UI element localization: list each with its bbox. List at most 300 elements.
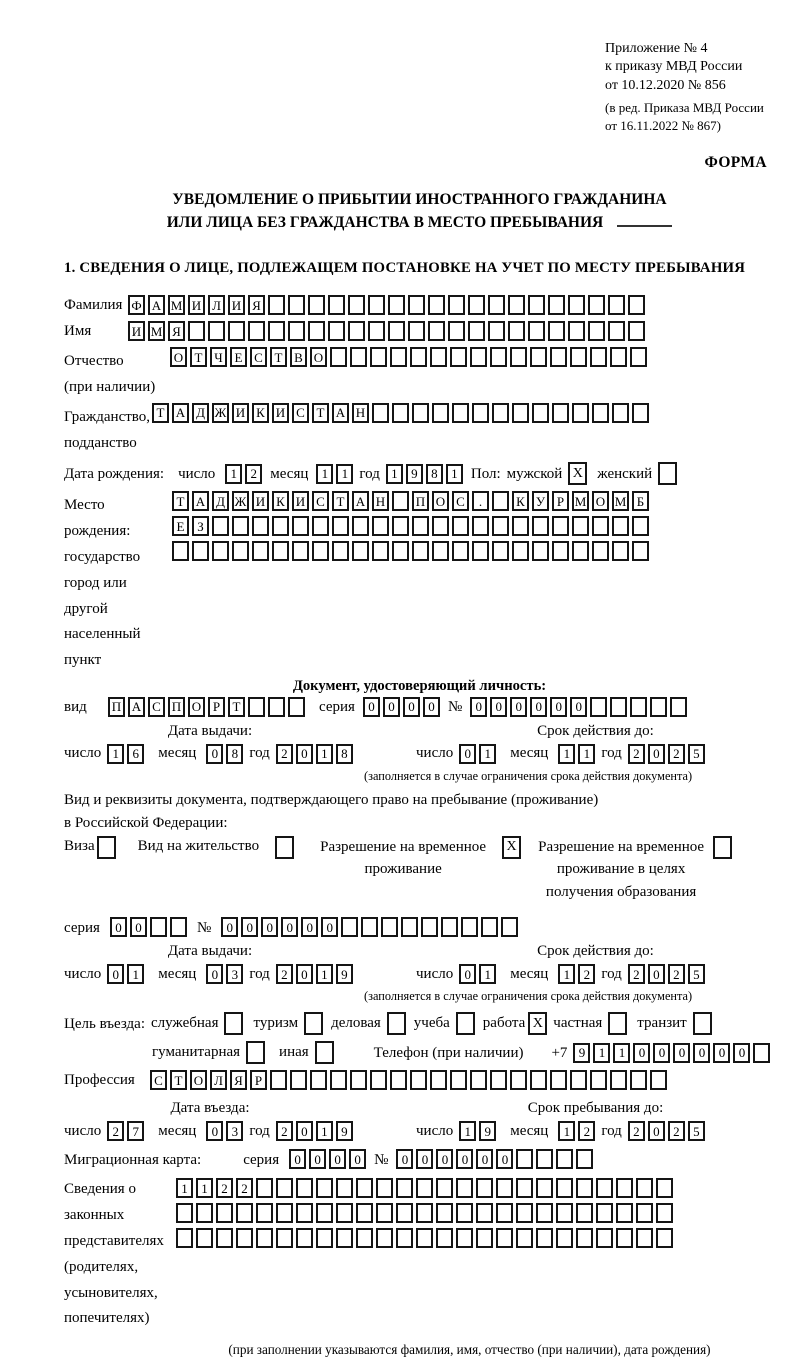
char-cell[interactable]: 0 <box>648 964 665 984</box>
char-cell[interactable]: 1 <box>558 1121 575 1141</box>
char-cell[interactable] <box>616 1203 633 1223</box>
char-cell[interactable]: 1 <box>316 964 333 984</box>
char-cell[interactable]: 0 <box>459 964 476 984</box>
char-cell[interactable] <box>416 1228 433 1248</box>
char-cell[interactable] <box>372 516 389 536</box>
char-cell[interactable] <box>610 347 627 367</box>
char-cell[interactable] <box>430 347 447 367</box>
char-cell[interactable] <box>410 347 427 367</box>
char-cell[interactable] <box>288 697 305 717</box>
char-cell[interactable] <box>316 1228 333 1248</box>
char-cell[interactable]: 2 <box>628 1121 645 1141</box>
char-cell[interactable] <box>516 1178 533 1198</box>
char-cell[interactable] <box>352 516 369 536</box>
char-cell[interactable] <box>608 295 625 315</box>
char-cell[interactable]: И <box>252 491 269 511</box>
char-cell[interactable]: О <box>592 491 609 511</box>
char-cell[interactable] <box>656 1228 673 1248</box>
char-cell[interactable]: Е <box>172 516 189 536</box>
char-cell[interactable] <box>416 1178 433 1198</box>
char-cell[interactable]: 8 <box>426 464 443 484</box>
char-cell[interactable] <box>656 1203 673 1223</box>
char-cell[interactable] <box>576 1228 593 1248</box>
char-cell[interactable] <box>481 917 498 937</box>
char-cell[interactable]: 2 <box>245 464 262 484</box>
char-cell[interactable]: Т <box>332 491 349 511</box>
char-cell[interactable]: Ф <box>128 295 145 315</box>
char-cell[interactable] <box>556 1178 573 1198</box>
purpose-study-checkbox[interactable] <box>456 1012 475 1035</box>
char-cell[interactable]: 0 <box>289 1149 306 1169</box>
char-cell[interactable]: 2 <box>236 1178 253 1198</box>
char-cell[interactable] <box>550 1070 567 1090</box>
char-cell[interactable]: 1 <box>127 964 144 984</box>
char-cell[interactable] <box>596 1203 613 1223</box>
char-cell[interactable]: 0 <box>633 1043 650 1063</box>
char-cell[interactable] <box>436 1203 453 1223</box>
char-cell[interactable] <box>450 1070 467 1090</box>
char-cell[interactable]: 8 <box>226 744 243 764</box>
char-cell[interactable] <box>492 491 509 511</box>
char-cell[interactable]: Т <box>152 403 169 423</box>
char-cell[interactable] <box>510 347 527 367</box>
char-cell[interactable] <box>450 347 467 367</box>
char-cell[interactable] <box>401 917 418 937</box>
char-cell[interactable]: Я <box>230 1070 247 1090</box>
char-cell[interactable] <box>172 541 189 561</box>
char-cell[interactable] <box>372 541 389 561</box>
char-cell[interactable] <box>552 403 569 423</box>
char-cell[interactable] <box>630 347 647 367</box>
char-cell[interactable] <box>590 347 607 367</box>
char-cell[interactable] <box>456 1178 473 1198</box>
char-cell[interactable] <box>256 1228 273 1248</box>
char-cell[interactable] <box>630 697 647 717</box>
char-cell[interactable] <box>288 295 305 315</box>
char-cell[interactable] <box>536 1149 553 1169</box>
char-cell[interactable]: А <box>332 403 349 423</box>
char-cell[interactable]: 0 <box>476 1149 493 1169</box>
sex-female-checkbox[interactable] <box>658 462 677 485</box>
char-cell[interactable]: 0 <box>436 1149 453 1169</box>
char-cell[interactable] <box>396 1228 413 1248</box>
purpose-work-checkbox[interactable]: X <box>528 1012 547 1035</box>
char-cell[interactable] <box>530 347 547 367</box>
char-cell[interactable]: 2 <box>668 744 685 764</box>
char-cell[interactable]: 2 <box>107 1121 124 1141</box>
char-cell[interactable]: 2 <box>578 1121 595 1141</box>
char-cell[interactable] <box>556 1228 573 1248</box>
char-cell[interactable] <box>428 321 445 341</box>
char-cell[interactable] <box>252 516 269 536</box>
char-cell[interactable] <box>508 295 525 315</box>
char-cell[interactable] <box>508 321 525 341</box>
char-cell[interactable] <box>332 516 349 536</box>
char-cell[interactable] <box>636 1203 653 1223</box>
char-cell[interactable] <box>488 321 505 341</box>
char-cell[interactable]: 1 <box>446 464 463 484</box>
char-cell[interactable] <box>536 1203 553 1223</box>
char-cell[interactable]: Р <box>208 697 225 717</box>
char-cell[interactable] <box>330 347 347 367</box>
char-cell[interactable]: Н <box>372 491 389 511</box>
char-cell[interactable] <box>536 1178 553 1198</box>
char-cell[interactable] <box>572 516 589 536</box>
char-cell[interactable]: 5 <box>688 964 705 984</box>
char-cell[interactable] <box>432 541 449 561</box>
char-cell[interactable] <box>588 295 605 315</box>
char-cell[interactable] <box>576 1149 593 1169</box>
char-cell[interactable] <box>296 1178 313 1198</box>
char-cell[interactable] <box>476 1203 493 1223</box>
char-cell[interactable]: 0 <box>206 1121 223 1141</box>
char-cell[interactable] <box>576 1178 593 1198</box>
char-cell[interactable]: 1 <box>593 1043 610 1063</box>
char-cell[interactable] <box>290 1070 307 1090</box>
char-cell[interactable] <box>412 516 429 536</box>
char-cell[interactable] <box>436 1178 453 1198</box>
char-cell[interactable] <box>448 321 465 341</box>
char-cell[interactable]: 0 <box>530 697 547 717</box>
char-cell[interactable]: Ч <box>210 347 227 367</box>
char-cell[interactable]: 0 <box>693 1043 710 1063</box>
char-cell[interactable] <box>328 295 345 315</box>
char-cell[interactable]: С <box>312 491 329 511</box>
char-cell[interactable] <box>572 403 589 423</box>
char-cell[interactable] <box>472 541 489 561</box>
char-cell[interactable]: С <box>452 491 469 511</box>
char-cell[interactable] <box>532 541 549 561</box>
char-cell[interactable]: Ж <box>212 403 229 423</box>
char-cell[interactable] <box>212 541 229 561</box>
char-cell[interactable] <box>501 917 518 937</box>
char-cell[interactable] <box>256 1178 273 1198</box>
char-cell[interactable]: 0 <box>403 697 420 717</box>
char-cell[interactable] <box>232 541 249 561</box>
char-cell[interactable] <box>256 1203 273 1223</box>
char-cell[interactable] <box>512 516 529 536</box>
char-cell[interactable] <box>176 1228 193 1248</box>
char-cell[interactable] <box>361 917 378 937</box>
char-cell[interactable] <box>248 321 265 341</box>
char-cell[interactable] <box>568 321 585 341</box>
char-cell[interactable] <box>412 541 429 561</box>
char-cell[interactable]: У <box>532 491 549 511</box>
char-cell[interactable] <box>388 321 405 341</box>
char-cell[interactable] <box>528 321 545 341</box>
char-cell[interactable] <box>612 541 629 561</box>
purpose-tourism-checkbox[interactable] <box>304 1012 323 1035</box>
char-cell[interactable]: . <box>472 491 489 511</box>
char-cell[interactable]: 0 <box>470 697 487 717</box>
char-cell[interactable] <box>610 1070 627 1090</box>
char-cell[interactable]: Я <box>248 295 265 315</box>
char-cell[interactable]: 5 <box>688 744 705 764</box>
char-cell[interactable]: Т <box>170 1070 187 1090</box>
char-cell[interactable]: 0 <box>110 917 127 937</box>
char-cell[interactable] <box>216 1203 233 1223</box>
char-cell[interactable] <box>476 1228 493 1248</box>
char-cell[interactable]: Р <box>250 1070 267 1090</box>
char-cell[interactable] <box>568 295 585 315</box>
char-cell[interactable] <box>328 321 345 341</box>
char-cell[interactable] <box>188 321 205 341</box>
char-cell[interactable]: 0 <box>321 917 338 937</box>
char-cell[interactable] <box>356 1203 373 1223</box>
char-cell[interactable] <box>472 403 489 423</box>
char-cell[interactable]: К <box>512 491 529 511</box>
char-cell[interactable] <box>612 516 629 536</box>
char-cell[interactable]: 0 <box>363 697 380 717</box>
char-cell[interactable]: 1 <box>316 744 333 764</box>
char-cell[interactable] <box>412 403 429 423</box>
purpose-private-checkbox[interactable] <box>608 1012 627 1035</box>
char-cell[interactable]: Т <box>228 697 245 717</box>
char-cell[interactable] <box>588 321 605 341</box>
char-cell[interactable] <box>150 917 167 937</box>
char-cell[interactable] <box>350 347 367 367</box>
char-cell[interactable] <box>596 1178 613 1198</box>
char-cell[interactable] <box>456 1228 473 1248</box>
char-cell[interactable]: М <box>612 491 629 511</box>
char-cell[interactable] <box>656 1178 673 1198</box>
char-cell[interactable] <box>316 1203 333 1223</box>
char-cell[interactable]: 2 <box>668 1121 685 1141</box>
char-cell[interactable]: 0 <box>301 917 318 937</box>
char-cell[interactable]: 0 <box>713 1043 730 1063</box>
char-cell[interactable]: Е <box>230 347 247 367</box>
char-cell[interactable]: 6 <box>127 744 144 764</box>
char-cell[interactable] <box>192 541 209 561</box>
char-cell[interactable]: 0 <box>107 964 124 984</box>
char-cell[interactable] <box>448 295 465 315</box>
char-cell[interactable] <box>528 295 545 315</box>
char-cell[interactable]: 0 <box>423 697 440 717</box>
char-cell[interactable] <box>592 516 609 536</box>
char-cell[interactable] <box>288 321 305 341</box>
char-cell[interactable] <box>556 1203 573 1223</box>
char-cell[interactable]: 3 <box>226 1121 243 1141</box>
char-cell[interactable]: 8 <box>336 744 353 764</box>
char-cell[interactable]: 1 <box>558 964 575 984</box>
char-cell[interactable] <box>308 321 325 341</box>
char-cell[interactable]: 2 <box>628 744 645 764</box>
char-cell[interactable]: И <box>228 295 245 315</box>
char-cell[interactable] <box>492 541 509 561</box>
char-cell[interactable] <box>208 321 225 341</box>
char-cell[interactable] <box>452 541 469 561</box>
char-cell[interactable]: 0 <box>653 1043 670 1063</box>
char-cell[interactable] <box>650 697 667 717</box>
char-cell[interactable] <box>370 347 387 367</box>
char-cell[interactable]: 1 <box>459 1121 476 1141</box>
char-cell[interactable]: И <box>232 403 249 423</box>
char-cell[interactable]: 0 <box>296 1121 313 1141</box>
char-cell[interactable] <box>348 295 365 315</box>
char-cell[interactable] <box>376 1203 393 1223</box>
char-cell[interactable]: 2 <box>276 964 293 984</box>
char-cell[interactable] <box>316 1178 333 1198</box>
char-cell[interactable] <box>590 697 607 717</box>
char-cell[interactable] <box>492 516 509 536</box>
char-cell[interactable]: 9 <box>336 1121 353 1141</box>
char-cell[interactable]: 0 <box>396 1149 413 1169</box>
char-cell[interactable]: 0 <box>206 964 223 984</box>
char-cell[interactable] <box>388 295 405 315</box>
char-cell[interactable]: 0 <box>281 917 298 937</box>
char-cell[interactable] <box>276 1228 293 1248</box>
char-cell[interactable] <box>550 347 567 367</box>
char-cell[interactable] <box>336 1178 353 1198</box>
char-cell[interactable]: И <box>292 491 309 511</box>
char-cell[interactable]: 1 <box>578 744 595 764</box>
char-cell[interactable]: О <box>188 697 205 717</box>
char-cell[interactable]: Н <box>352 403 369 423</box>
char-cell[interactable]: 2 <box>668 964 685 984</box>
char-cell[interactable] <box>392 491 409 511</box>
char-cell[interactable] <box>236 1228 253 1248</box>
char-cell[interactable] <box>268 697 285 717</box>
char-cell[interactable] <box>490 1070 507 1090</box>
char-cell[interactable]: К <box>272 491 289 511</box>
char-cell[interactable]: 0 <box>648 744 665 764</box>
char-cell[interactable]: 2 <box>276 1121 293 1141</box>
char-cell[interactable] <box>632 516 649 536</box>
char-cell[interactable] <box>212 516 229 536</box>
char-cell[interactable]: 0 <box>459 744 476 764</box>
char-cell[interactable] <box>252 541 269 561</box>
char-cell[interactable] <box>236 1203 253 1223</box>
char-cell[interactable]: 2 <box>628 964 645 984</box>
char-cell[interactable] <box>336 1228 353 1248</box>
char-cell[interactable] <box>468 295 485 315</box>
char-cell[interactable] <box>310 1070 327 1090</box>
char-cell[interactable] <box>516 1149 533 1169</box>
char-cell[interactable]: 1 <box>479 744 496 764</box>
char-cell[interactable] <box>416 1203 433 1223</box>
char-cell[interactable]: 0 <box>456 1149 473 1169</box>
char-cell[interactable]: 5 <box>688 1121 705 1141</box>
char-cell[interactable] <box>628 295 645 315</box>
char-cell[interactable]: 9 <box>573 1043 590 1063</box>
char-cell[interactable] <box>392 516 409 536</box>
char-cell[interactable] <box>436 1228 453 1248</box>
char-cell[interactable] <box>552 516 569 536</box>
char-cell[interactable] <box>392 403 409 423</box>
char-cell[interactable] <box>292 516 309 536</box>
char-cell[interactable]: Т <box>172 491 189 511</box>
char-cell[interactable]: 1 <box>107 744 124 764</box>
char-cell[interactable]: 7 <box>127 1121 144 1141</box>
char-cell[interactable]: К <box>252 403 269 423</box>
char-cell[interactable]: О <box>310 347 327 367</box>
char-cell[interactable] <box>296 1203 313 1223</box>
char-cell[interactable] <box>248 697 265 717</box>
char-cell[interactable] <box>428 295 445 315</box>
char-cell[interactable] <box>616 1178 633 1198</box>
char-cell[interactable]: 1 <box>386 464 403 484</box>
char-cell[interactable]: 0 <box>329 1149 346 1169</box>
char-cell[interactable] <box>381 917 398 937</box>
char-cell[interactable] <box>570 347 587 367</box>
char-cell[interactable] <box>512 541 529 561</box>
char-cell[interactable]: А <box>128 697 145 717</box>
char-cell[interactable]: 0 <box>296 964 313 984</box>
char-cell[interactable] <box>276 1178 293 1198</box>
temp-residence-checkbox[interactable]: X <box>502 836 521 859</box>
purpose-official-checkbox[interactable] <box>224 1012 243 1035</box>
char-cell[interactable] <box>510 1070 527 1090</box>
char-cell[interactable]: 2 <box>216 1178 233 1198</box>
char-cell[interactable]: 0 <box>673 1043 690 1063</box>
char-cell[interactable] <box>452 516 469 536</box>
char-cell[interactable]: Д <box>192 403 209 423</box>
char-cell[interactable]: 0 <box>261 917 278 937</box>
char-cell[interactable] <box>392 541 409 561</box>
char-cell[interactable] <box>421 917 438 937</box>
char-cell[interactable] <box>610 697 627 717</box>
char-cell[interactable] <box>496 1178 513 1198</box>
char-cell[interactable]: П <box>108 697 125 717</box>
char-cell[interactable] <box>608 321 625 341</box>
char-cell[interactable] <box>490 347 507 367</box>
char-cell[interactable] <box>352 541 369 561</box>
char-cell[interactable] <box>516 1203 533 1223</box>
char-cell[interactable] <box>470 1070 487 1090</box>
char-cell[interactable] <box>552 541 569 561</box>
char-cell[interactable] <box>272 541 289 561</box>
char-cell[interactable] <box>650 1070 667 1090</box>
char-cell[interactable] <box>348 321 365 341</box>
char-cell[interactable] <box>296 1228 313 1248</box>
char-cell[interactable] <box>570 1070 587 1090</box>
char-cell[interactable] <box>176 1203 193 1223</box>
char-cell[interactable] <box>572 541 589 561</box>
char-cell[interactable]: Я <box>168 321 185 341</box>
char-cell[interactable] <box>470 347 487 367</box>
char-cell[interactable]: 1 <box>316 1121 333 1141</box>
char-cell[interactable] <box>390 347 407 367</box>
char-cell[interactable] <box>350 1070 367 1090</box>
char-cell[interactable] <box>452 403 469 423</box>
char-cell[interactable] <box>341 917 358 937</box>
char-cell[interactable]: 2 <box>276 744 293 764</box>
char-cell[interactable] <box>410 1070 427 1090</box>
char-cell[interactable]: 0 <box>221 917 238 937</box>
char-cell[interactable]: 9 <box>479 1121 496 1141</box>
char-cell[interactable]: 0 <box>309 1149 326 1169</box>
char-cell[interactable] <box>356 1178 373 1198</box>
char-cell[interactable] <box>592 541 609 561</box>
char-cell[interactable] <box>356 1228 373 1248</box>
char-cell[interactable] <box>370 1070 387 1090</box>
char-cell[interactable]: 2 <box>578 964 595 984</box>
char-cell[interactable] <box>753 1043 770 1063</box>
char-cell[interactable]: А <box>352 491 369 511</box>
char-cell[interactable] <box>472 516 489 536</box>
char-cell[interactable] <box>461 917 478 937</box>
char-cell[interactable] <box>396 1203 413 1223</box>
char-cell[interactable]: 0 <box>570 697 587 717</box>
char-cell[interactable] <box>276 1203 293 1223</box>
char-cell[interactable] <box>272 516 289 536</box>
char-cell[interactable] <box>496 1228 513 1248</box>
char-cell[interactable]: 1 <box>558 744 575 764</box>
char-cell[interactable]: Т <box>312 403 329 423</box>
char-cell[interactable] <box>196 1228 213 1248</box>
char-cell[interactable]: 0 <box>550 697 567 717</box>
char-cell[interactable]: И <box>128 321 145 341</box>
